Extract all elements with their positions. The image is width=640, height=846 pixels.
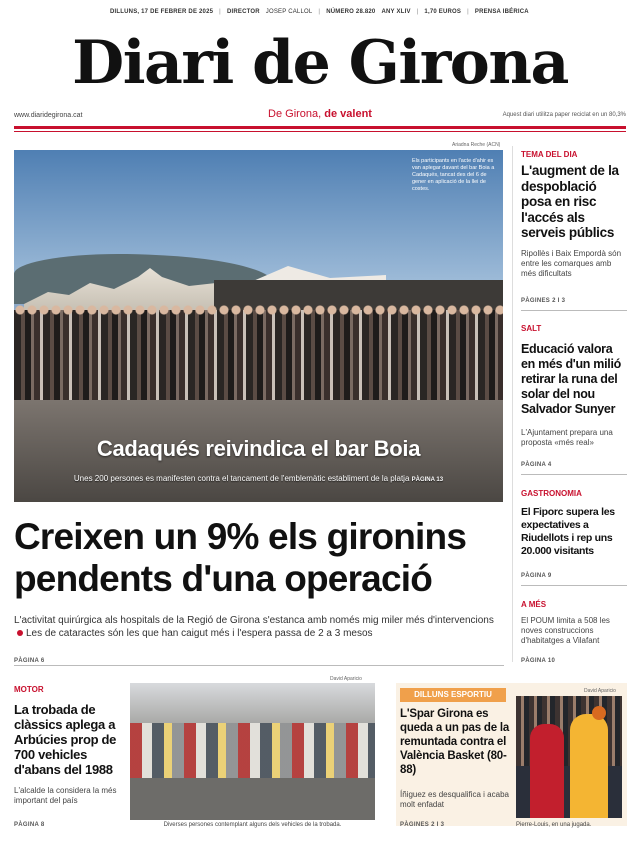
cars-photo-credit: David Aparicio <box>330 676 362 682</box>
basketball-photo[interactable] <box>516 696 622 818</box>
photo-crowd <box>14 310 503 405</box>
director-label: DIRECTOR <box>226 9 260 15</box>
basketball-photo-credit: David Aparicio <box>584 688 616 694</box>
motor-tag: MOTOR <box>14 685 44 694</box>
sidebar-divider <box>521 585 627 586</box>
column-divider <box>512 146 513 662</box>
photo-crowd-heads <box>14 300 503 320</box>
sport-tag: DILLUNS ESPORTIU <box>400 688 506 702</box>
hero-page-ref: PÀGINA 13 <box>411 477 444 483</box>
separator: | <box>318 9 321 15</box>
edition-info-bar <box>110 6 529 18</box>
publisher-group: PRENSA IBÉRICA <box>474 9 529 15</box>
hero-subheadline <box>0 474 517 483</box>
hero-photo-caption: Els participants en l'acte d'ahir es van aplegar davant del bar Boia a Cadaqués, tancat des del 6 de gener en aplicació de la llei de costes. <box>412 158 495 192</box>
sidebar-sub-salt: L'Ajuntament prepara una proposta «més real» <box>521 428 613 447</box>
basketball-photo-caption: Pierre-Louis, en una jugada. <box>516 822 592 828</box>
separator: | <box>219 9 221 15</box>
motor-sub: L'alcalde la considera la més important del país <box>14 786 117 805</box>
sport-headline[interactable]: L'Spar Girona es queda a un pas de la remuntada contra el València Basket (80-88) <box>400 708 510 776</box>
issue-year: ANY XLIV <box>381 9 411 15</box>
director-name: JOSEP CALLOL <box>265 9 313 15</box>
basketball-player-red <box>530 724 564 818</box>
slogan-part-b: de valent <box>324 108 372 120</box>
sidebar-tag-gastronomia: GASTRONOMIA <box>521 489 582 498</box>
sidebar-divider <box>521 474 627 475</box>
masthead-thin-rule <box>14 131 626 132</box>
newspaper-title: Diari de Girona <box>72 28 568 98</box>
edition-date: DILLUNS, 17 DE FEBRER DE 2025 <box>110 9 214 15</box>
issue-number: NÚMERO 28.820 <box>326 9 376 15</box>
hero-subtitle-text: Unes 200 persones es manifesten contra el tancament de l'emblemàtic establiment de la platja <box>73 474 410 483</box>
sidebar-page-ref: PÀGINA 4 <box>521 462 552 468</box>
sidebar-page-ref: PÀGINA 9 <box>521 573 552 579</box>
sidebar-tag-tema-del-dia: TEMA DEL DIA <box>521 150 578 159</box>
section-divider <box>14 665 504 666</box>
sidebar-headline-fiporc[interactable]: El Fiporc supera les expectatives a Riudellots i rep uns 20.000 visitants <box>521 506 615 557</box>
sidebar-headline-despoblacio[interactable]: L'augment de la despoblació posa en risc l'accés als serveis públics <box>521 163 619 240</box>
sport-sub: Íñiguez es desqualifica i acaba molt enfadat <box>400 790 509 809</box>
cars-photo-caption: Diverses persones contemplant alguns dels vehicles de la trobada. <box>163 822 342 828</box>
main-lead <box>14 614 504 640</box>
cars-photo[interactable] <box>130 683 375 820</box>
hero-photo-credit: Ariadna Reche (ACN) <box>452 142 501 148</box>
issue-price: 1,70 EUROS <box>424 9 462 15</box>
basketball-icon <box>592 706 606 720</box>
bullet-dot-icon <box>17 630 23 636</box>
cars-photo-road <box>130 778 375 820</box>
masthead-rule <box>14 126 626 129</box>
recycled-paper-note: Aquest diari utilitza paper reciclat en un 80,3% <box>502 112 626 118</box>
main-headline[interactable]: Creixen un 9% els gironins pendents d'una operació <box>14 516 467 599</box>
sidebar-tag-salt: SALT <box>521 324 542 333</box>
sport-page-ref: PÀGINES 2 I 3 <box>400 822 445 828</box>
separator: | <box>467 9 469 15</box>
sidebar-tag-a-mes: A MÉS <box>521 600 547 609</box>
main-lead-b: Les de cataractes són les que han caigut més i l'espera passa de 2 a 3 mesos <box>26 628 373 639</box>
sidebar-headline-salt[interactable]: Educació valora en més d'un milió retirar la runa del solar del nou Salvador Sunyer <box>521 342 621 416</box>
sidebar-page-ref: PÀGINES 2 I 3 <box>521 298 566 304</box>
sidebar-sub-poum: El POUM limita a 508 les noves construccions d'habitatges a Vilafant <box>521 616 610 645</box>
main-lead-a: L'activitat quirúrgica als hospitals de la Regió de Girona s'estanca amb només mig miler més d'intervencions <box>14 615 494 626</box>
basketball-player-yellow <box>570 714 608 818</box>
hero-headline[interactable]: Cadaqués reivindica el bar Boia <box>96 436 421 461</box>
motor-headline[interactable]: La trobada de clàssics aplega a Arbúcies prop de 700 vehicles d'abans del 1988 <box>14 702 117 777</box>
sidebar-page-ref: PÀGINA 10 <box>521 658 556 664</box>
separator: | <box>416 9 419 15</box>
cars-photo-background <box>130 683 375 723</box>
motor-page-ref: PÀGINA 8 <box>14 822 45 828</box>
sidebar-sub-despoblacio: Ripollès i Baix Empordà són entre les comarques amb més dificultats <box>521 249 622 278</box>
main-page-ref: PÀGINA 6 <box>14 658 45 664</box>
slogan-part-a: De Girona, <box>268 108 322 120</box>
website-link[interactable]: www.diaridegirona.cat <box>14 112 83 119</box>
sidebar-divider <box>521 310 627 311</box>
